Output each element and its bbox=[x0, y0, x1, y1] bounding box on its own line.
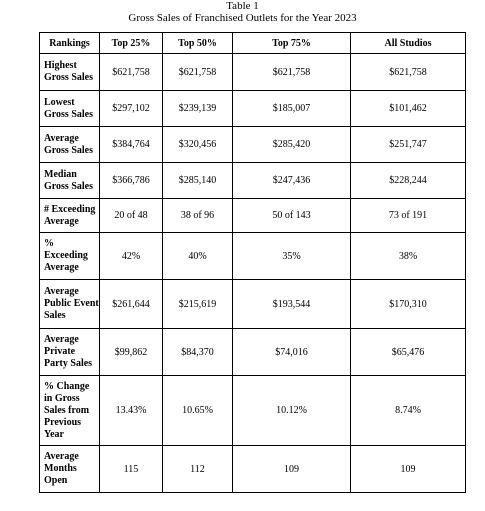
cell-value: $320,456 bbox=[163, 127, 233, 163]
header-top-25: Top 25% bbox=[100, 33, 163, 54]
cell-value: $366,786 bbox=[100, 163, 163, 199]
cell-value: 73 of 191 bbox=[351, 199, 466, 233]
table-row bbox=[40, 163, 466, 199]
table-row bbox=[40, 446, 466, 493]
table-row bbox=[40, 91, 466, 127]
cell-value: $621,758 bbox=[100, 54, 163, 91]
row-label: Median Gross Sales bbox=[40, 163, 100, 199]
table-row bbox=[40, 54, 466, 91]
cell-value: 42% bbox=[100, 233, 163, 280]
cell-value: $384,764 bbox=[100, 127, 163, 163]
cell-value: $228,244 bbox=[351, 163, 466, 199]
cell-value: $193,544 bbox=[233, 280, 351, 329]
cell-value: $621,758 bbox=[351, 54, 466, 91]
cell-value: $101,462 bbox=[351, 91, 466, 127]
row-label: # Exceeding Average bbox=[40, 199, 100, 233]
cell-value: 10.12% bbox=[233, 376, 351, 446]
cell-value: 13.43% bbox=[100, 376, 163, 446]
table-row bbox=[40, 233, 466, 280]
cell-value: 109 bbox=[233, 446, 351, 493]
cell-value: $84,370 bbox=[163, 329, 233, 376]
gross-sales-table bbox=[39, 32, 466, 493]
header-all-studios: All Studios bbox=[351, 33, 466, 54]
table-row bbox=[40, 280, 466, 329]
header-top-75: Top 75% bbox=[233, 33, 351, 54]
cell-value: $170,310 bbox=[351, 280, 466, 329]
cell-value: $285,140 bbox=[163, 163, 233, 199]
cell-value: $74,016 bbox=[233, 329, 351, 376]
cell-value: $247,436 bbox=[233, 163, 351, 199]
row-label: Average Private Party Sales bbox=[40, 329, 100, 376]
cell-value: $99,862 bbox=[100, 329, 163, 376]
table-row bbox=[40, 127, 466, 163]
cell-value: 50 of 143 bbox=[233, 199, 351, 233]
cell-value: 10.65% bbox=[163, 376, 233, 446]
cell-value: $285,420 bbox=[233, 127, 351, 163]
cell-value: $621,758 bbox=[163, 54, 233, 91]
row-label: Highest Gross Sales bbox=[40, 54, 100, 91]
row-label: % Change in Gross Sales from Previous Year bbox=[40, 376, 100, 446]
cell-value: $65,476 bbox=[351, 329, 466, 376]
cell-value: $297,102 bbox=[100, 91, 163, 127]
cell-value: 8.74% bbox=[351, 376, 466, 446]
cell-value: 20 of 48 bbox=[100, 199, 163, 233]
cell-value: $185,007 bbox=[233, 91, 351, 127]
row-label: Lowest Gross Sales bbox=[40, 91, 100, 127]
cell-value: 40% bbox=[163, 233, 233, 280]
cell-value: $215,619 bbox=[163, 280, 233, 329]
cell-value: $251,747 bbox=[351, 127, 466, 163]
header-row bbox=[40, 33, 466, 54]
row-label: Average Gross Sales bbox=[40, 127, 100, 163]
header-top-50: Top 50% bbox=[163, 33, 233, 54]
table-number: Table 1 bbox=[226, 0, 259, 12]
cell-value: 38 of 96 bbox=[163, 199, 233, 233]
row-label: Average Months Open bbox=[40, 446, 100, 493]
cell-value: 38% bbox=[351, 233, 466, 280]
header-rankings: Rankings bbox=[40, 33, 100, 54]
cell-value: 109 bbox=[351, 446, 466, 493]
cell-value: 115 bbox=[100, 446, 163, 493]
cell-value: $621,758 bbox=[233, 54, 351, 91]
cell-value: $261,644 bbox=[100, 280, 163, 329]
cell-value: 112 bbox=[163, 446, 233, 493]
cell-value: 35% bbox=[233, 233, 351, 280]
table-row bbox=[40, 376, 466, 446]
table-row bbox=[40, 199, 466, 233]
row-label: % Exceeding Average bbox=[40, 233, 100, 280]
table-row bbox=[40, 329, 466, 376]
table-title: Gross Sales of Franchised Outlets for the Year 2023 bbox=[128, 12, 357, 24]
row-label: Average Public Event Sales bbox=[40, 280, 100, 329]
cell-value: $239,139 bbox=[163, 91, 233, 127]
